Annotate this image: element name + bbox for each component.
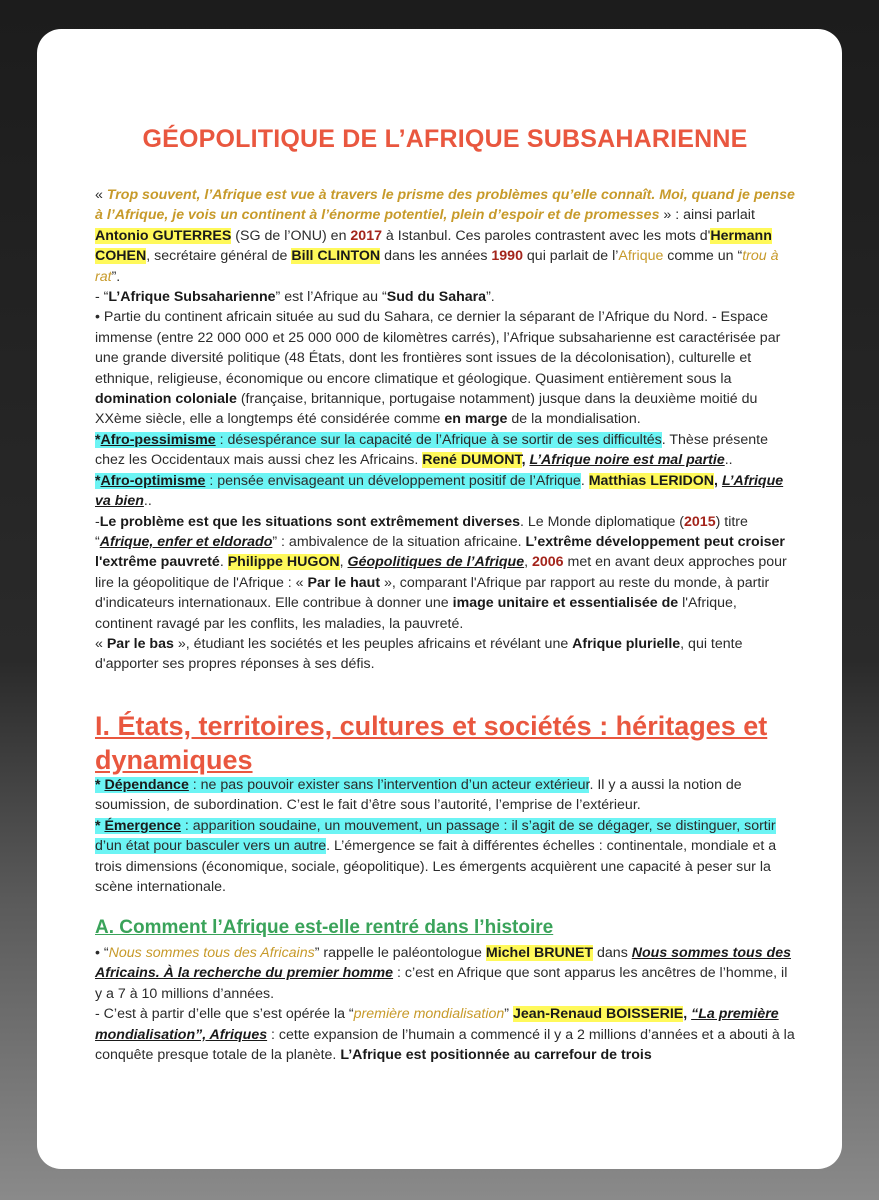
term-afro-pessimisme: Afro-pessimisme xyxy=(100,431,216,448)
author-cohen: Hermann COHEN xyxy=(95,227,772,265)
year-2017: 2017 xyxy=(350,227,382,244)
definition-text: : pensée envisageant un développement positif de l’Afrique xyxy=(205,472,581,489)
text: ) titre “ xyxy=(95,513,748,550)
text: : c’est en Afrique que sont apparus les ancêtres de l’homme, il y a 7 à 10 millions d’années. xyxy=(95,965,788,1002)
text: l'Afrique, continent ravagé par les conflits, les maladies, la pauvreté. xyxy=(95,595,737,632)
bold-term: L’extrême développement peut croiser l'extrême pauvreté xyxy=(95,533,785,571)
text: .. xyxy=(143,493,152,510)
bold-term: Afrique plurielle xyxy=(572,635,681,652)
author-clinton: Bill CLINTON xyxy=(291,248,381,265)
text: » : ainsi parlait xyxy=(659,207,755,224)
text: ”. xyxy=(111,268,121,285)
bold-term: Sud du Sahara xyxy=(386,289,487,306)
term-emergence: Émergence xyxy=(104,817,181,834)
text: , xyxy=(521,452,530,469)
author-guterres: Antonio GUTERRES xyxy=(95,227,232,244)
section-1-body xyxy=(95,775,795,897)
author-leridon: Matthias LERIDON xyxy=(588,472,715,489)
text: , xyxy=(524,554,533,571)
book-title: “La première mondialisation”, Afriques xyxy=(95,1006,779,1043)
guterres-quote: Trop souvent, l’Afrique est vue à travers le prisme des problèmes qu’elle connaît. Moi, quand je pense à l’Afrique, je vois un continent à l’énorme potentiel, plein d’espoir et de promesses xyxy=(95,187,795,224)
term-dependance: Dépendance xyxy=(104,777,189,793)
text: . Il y a aussi la notion de soumission, de subordination. C’est le fait d’être sous l’autorité, l’emprise de l’extérieur. xyxy=(95,777,742,814)
text: , secrétaire général de xyxy=(146,248,292,265)
book-title: Nous sommes tous des Africains. À la recherche du premier homme xyxy=(95,945,791,982)
definition-line xyxy=(95,287,795,307)
bold-term: L’Afrique est positionnée au carrefour de trois xyxy=(340,1047,652,1064)
text: dans xyxy=(593,945,632,961)
bold-term: Par le haut xyxy=(307,574,381,591)
text: . xyxy=(219,554,228,571)
text: comme un “ xyxy=(663,248,743,265)
bold-term: image unitaire et essentialisée de xyxy=(452,595,679,612)
author-dumont: René DUMONT xyxy=(422,452,522,469)
text: . L’émergence se fait à différentes échelles : continentale, mondiale et a trois dimensions (économique, sociale, géopolitique). Les émergents acquièrent une capacité à peser sur la scène internationale. xyxy=(95,838,777,896)
dependance-paragraph xyxy=(95,775,795,816)
bold-term: Par le bas xyxy=(106,635,174,652)
text: ”. xyxy=(486,289,495,306)
text: ” est l’Afrique au “ xyxy=(275,289,387,306)
author-hugon: Philippe HUGON xyxy=(227,554,340,571)
text: . Le Monde diplomatique ( xyxy=(519,513,685,530)
text: . Thèse présente chez les Occidentaux mais aussi chez les Africains. xyxy=(95,431,768,469)
text: ” : ambivalence de la situation africaine. xyxy=(272,533,526,550)
book-title: Géopolitiques de l’Afrique xyxy=(347,554,525,571)
text: .. xyxy=(724,452,733,469)
text: , xyxy=(683,1006,692,1023)
diversity-paragraph xyxy=(95,512,795,634)
text: « xyxy=(95,635,107,652)
document-page xyxy=(37,29,842,1169)
page-title: GÉOPOLITIQUE DE L’AFRIQUE SUBSAHARIENNE xyxy=(142,125,748,153)
bold-term: Le problème est que les situations sont extrêmement diverses xyxy=(99,513,520,530)
article-title: Afrique, enfer et eldorado xyxy=(99,533,273,550)
year-2015: 2015 xyxy=(684,513,716,530)
intro-section xyxy=(95,185,795,675)
author-brunet: Michel BRUNET xyxy=(485,945,594,961)
afro-pessimisme-paragraph xyxy=(95,430,795,471)
text: à Istanbul. Ces paroles contrastent avec les mots d' xyxy=(381,227,711,244)
text: dans les années xyxy=(380,248,492,265)
text: met en avant deux approches pour lire la géopolitique de l'Afrique : « xyxy=(95,554,787,591)
text: de la mondialisation. xyxy=(507,411,641,428)
subsection-a-body xyxy=(95,943,795,1065)
intro-paragraph xyxy=(95,185,795,287)
bold-term: domination coloniale xyxy=(95,391,237,408)
text: - xyxy=(95,513,100,530)
boisserie-paragraph xyxy=(95,1004,795,1065)
bold-term: L’Afrique Subsaharienne xyxy=(108,289,276,306)
text: », comparant l'Afrique par rapport au reste du monde, à partir d'indicateurs internationaux. Elle contribue à donner une xyxy=(95,574,770,612)
emergence-paragraph xyxy=(95,816,795,898)
text: : cette expansion de l’humain a commencé il y a 2 millions d’années et a abouti à la conquête presque totale de la planète. xyxy=(95,1026,795,1064)
brunet-quote: Nous sommes tous des Africains xyxy=(108,945,315,961)
definition-text: : ne pas pouvoir exister sans l’intervention d’un acteur extérieur xyxy=(188,777,590,793)
boisserie-quote: première mondialisation xyxy=(353,1006,505,1023)
afrique-word: Afrique xyxy=(618,248,664,265)
term-afro-optimisme: Afro-optimisme xyxy=(100,472,206,489)
text: • “ xyxy=(95,945,109,961)
text: », étudiant les sociétés et les peuples africains et révélant une xyxy=(173,635,573,652)
text: ” xyxy=(504,1006,513,1023)
text: . xyxy=(580,472,589,489)
bullet-star: * xyxy=(95,472,101,489)
text: , xyxy=(714,472,722,489)
book-title: L’Afrique noire est mal partie xyxy=(529,452,725,469)
bullet-star: * xyxy=(95,777,105,793)
bullet-star: * xyxy=(95,817,105,834)
text: , xyxy=(339,554,348,571)
subsection-heading-a: A. Comment l’Afrique est-elle rentré dans l’histoire xyxy=(95,917,554,938)
text: ” rappelle le paléontologue xyxy=(314,945,486,961)
text: (française, britannique, portugaise notamment) jusque dans la deuxième moitié du XXème siècle, elle a longtemps été considérée comme xyxy=(95,391,758,428)
definition-text: : apparition soudaine, un mouvement, un passage : il s’agit de se dégager, se distinguer, sortir d’un état pour basculer vers un autre xyxy=(95,817,776,855)
text: qui parlait de l’ xyxy=(522,248,619,265)
text: (SG de l’ONU) en xyxy=(231,227,351,244)
year-2006: 2006 xyxy=(532,554,564,571)
text: , qui tente d'apporter ses propres réponses à ses défis. xyxy=(95,635,743,673)
description-paragraph xyxy=(95,307,795,429)
brunet-paragraph xyxy=(95,943,795,1004)
section-heading-1: I. États, territoires, cultures et sociétés : héritages et dynamiques xyxy=(95,711,768,775)
year-1990: 1990 xyxy=(491,248,523,265)
bold-term: en marge xyxy=(444,411,508,428)
book-title: L’Afrique va bien xyxy=(95,472,784,510)
text: - “ xyxy=(95,289,109,306)
afro-optimisme-paragraph xyxy=(95,471,795,512)
definition-text: : désespérance sur la capacité de l’Afrique à se sortir de ses difficultés xyxy=(215,431,662,448)
bullet-star: * xyxy=(95,431,101,448)
par-le-bas-paragraph xyxy=(95,634,795,675)
trou-quote: trou à rat xyxy=(95,248,779,285)
text: • Partie du continent africain située au sud du Sahara, ce dernier la séparant de l’Afrique du Nord. - Espace immense (entre 22 000 000 et 25 000 000 de kilomètres carrés), l’Afrique subsaharienne est caractérisée par une grande diversité politique (48 États, dont les frontières sont issues de la décolonisation), culturelle et ethnique, religieuse, économique ou encore climatique et géologique. Quasiment entièrement sous la xyxy=(95,309,781,387)
text: « xyxy=(95,187,107,203)
text: - C’est à partir d’elle que s’est opérée la “ xyxy=(95,1006,354,1023)
author-boisserie: Jean-Renaud BOISSERIE xyxy=(512,1006,684,1023)
